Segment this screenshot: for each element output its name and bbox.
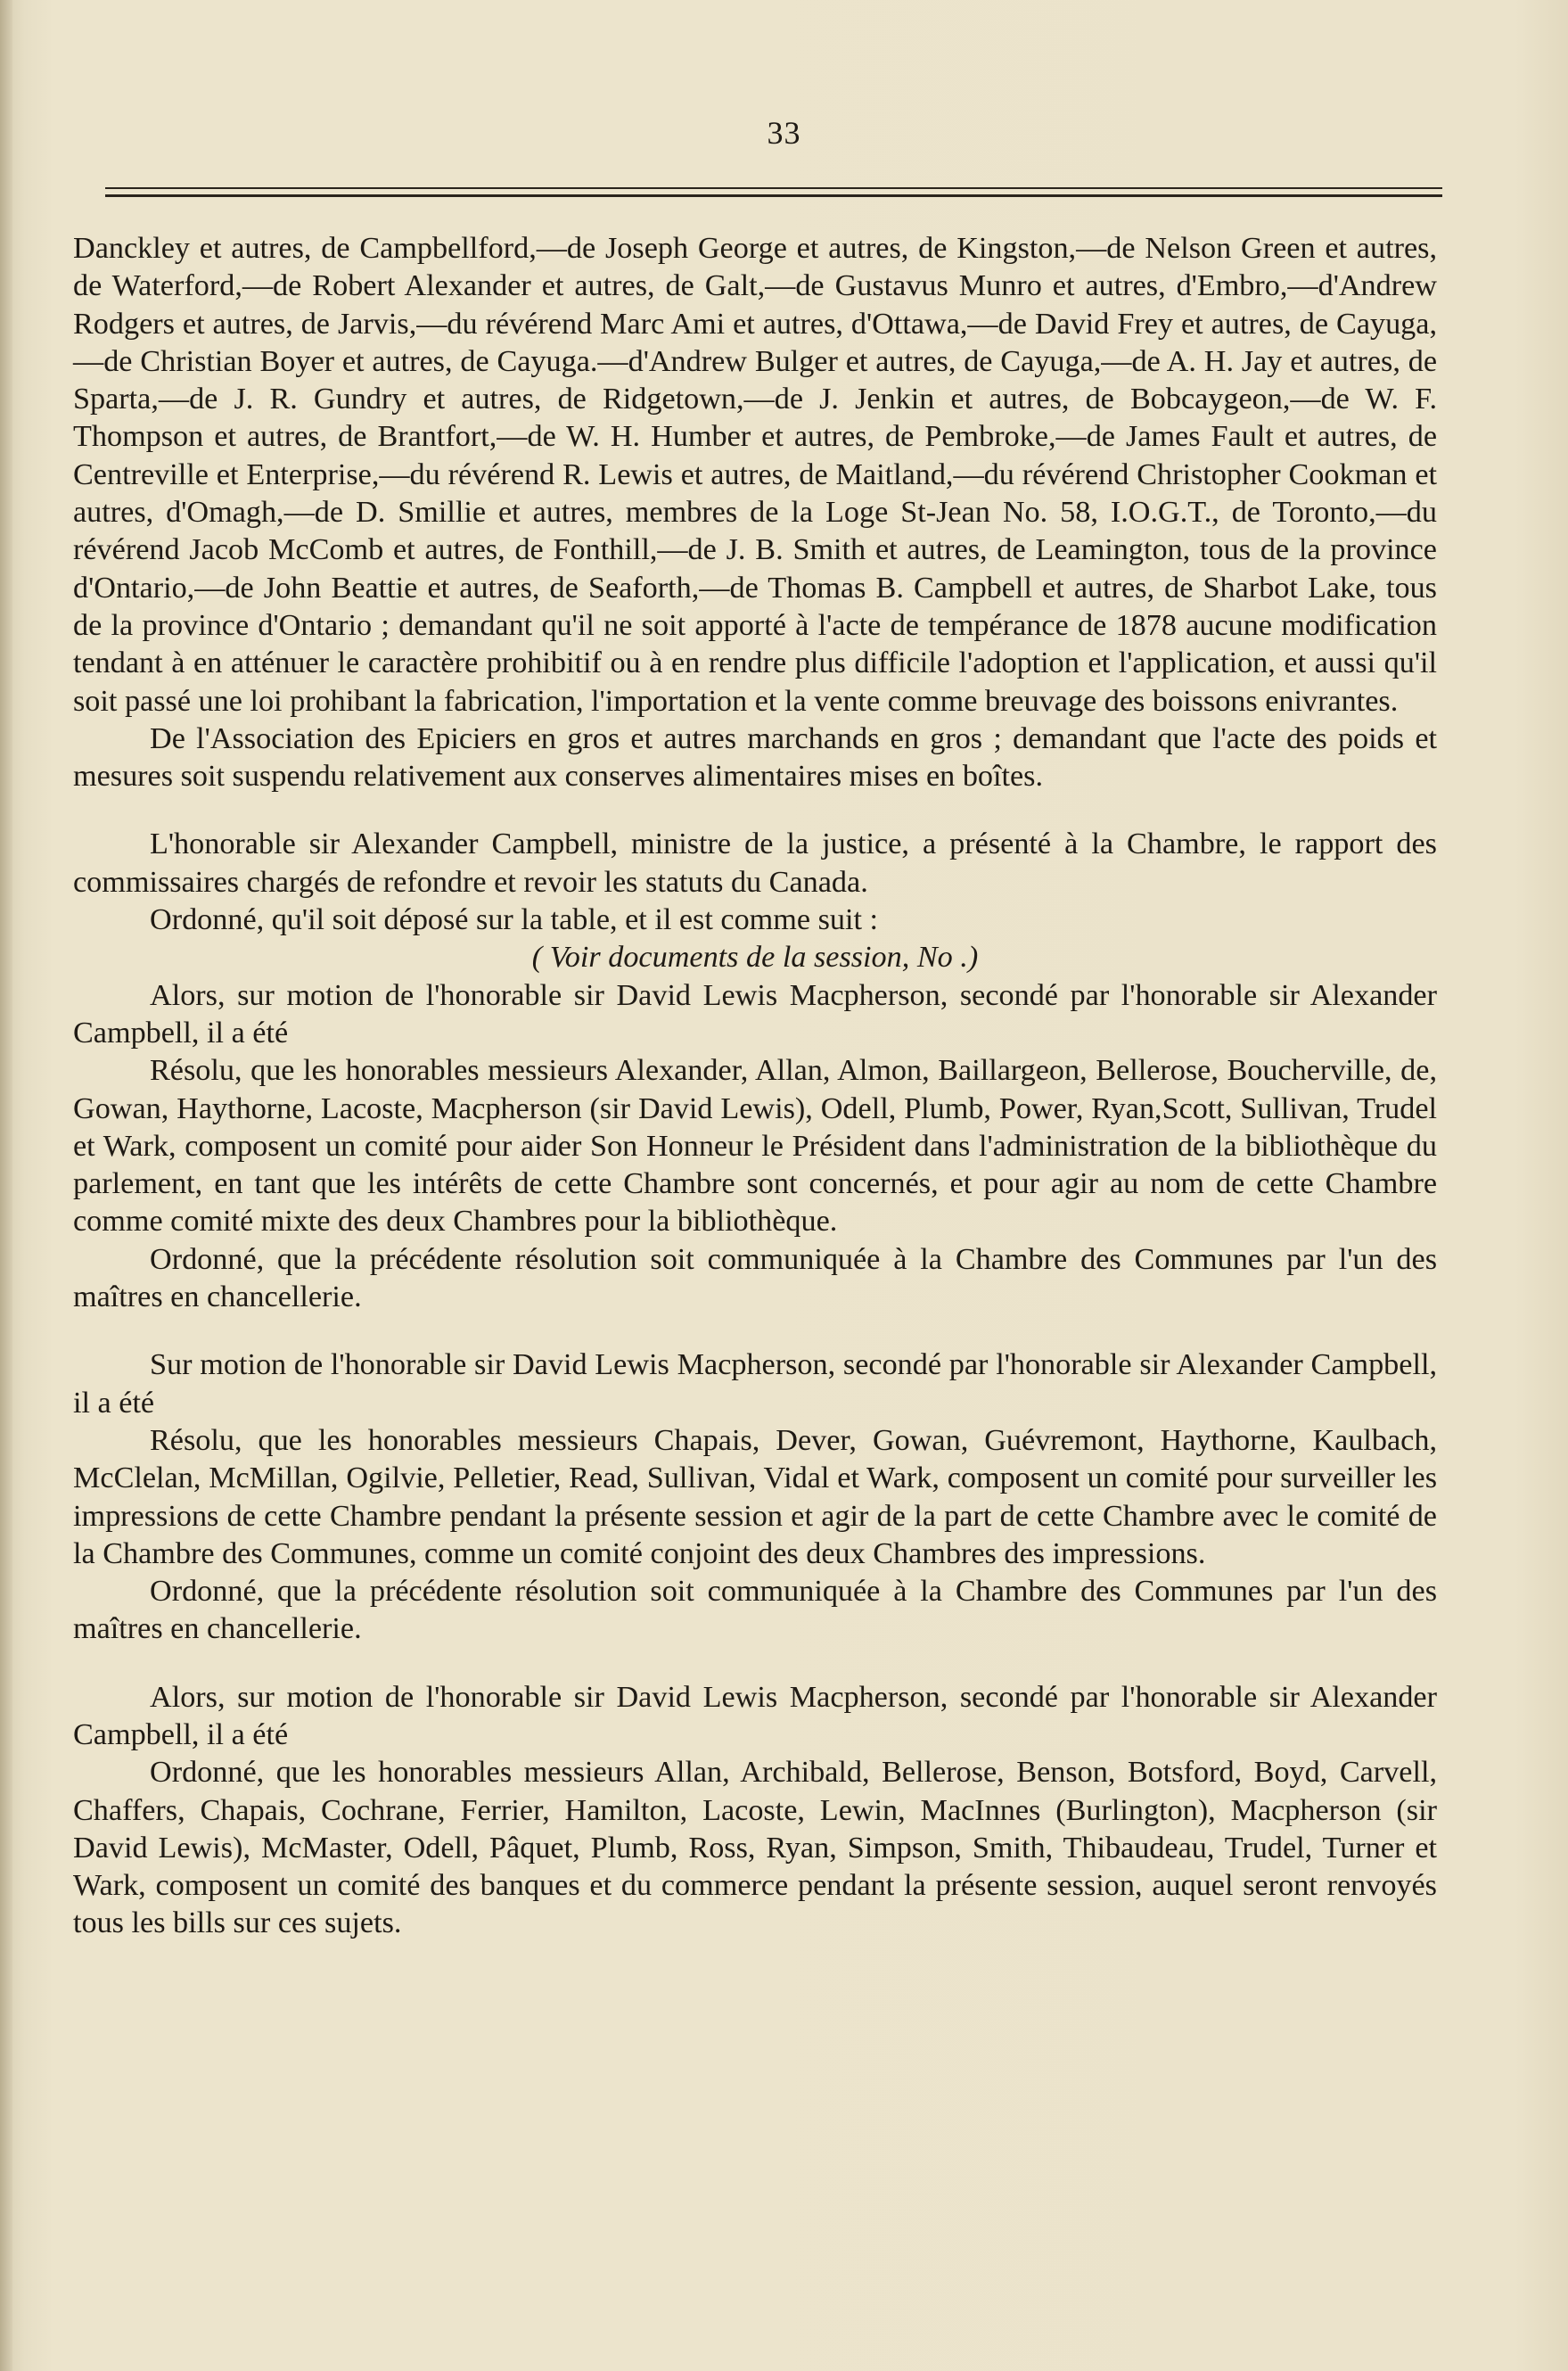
ordonne-depose-paragraph: Ordonné, qu'il soit déposé sur la table, et il est comme suit :	[150, 903, 879, 937]
motion-paragraph-1: Alors, sur motion de l'honorable sir David Lewis Macpherson, secondé par l'honorable sir Alexander Campbell, il a été	[73, 978, 1437, 1050]
rapport-commissaires-paragraph: L'honorable sir Alexander Campbell, ministre de la justice, a présenté à la Chambre, le rapport des commissaires chargés de refondre et revoir les statuts du Canada.	[73, 827, 1437, 899]
binding-edge	[0, 0, 12, 2371]
section-gap	[73, 1649, 1437, 1679]
ordonne-communique-paragraph-2: Ordonné, que la précédente résolution soit communiquée à la Chambre des Communes par l'un des maîtres en chancellerie.	[73, 1575, 1437, 1646]
resolution-impressions-paragraph: Résolu, que les honorables messieurs Chapais, Dever, Gowan, Guévremont, Haythorne, Kaulbach, McClelan, McMillan, Ogilvie, Pelletier, Read, Sullivan, Vidal et Wark, composent un comité pour surveiller les impressions de cette Chambre pendant la présente session et agir de la part de cette Chambre avec le comité de la Chambre des Communes, comme un comité conjoint des deux Chambres des impressions.	[73, 1423, 1437, 1570]
page-body	[73, 230, 1437, 1943]
page-number: 33	[767, 115, 801, 151]
ordonne-comite-banques-paragraph: Ordonné, que les honorables messieurs Allan, Archibald, Bellerose, Benson, Botsford, Boyd, Carvell, Chaffers, Chapais, Cochrane, Ferrier, Hamilton, Lacoste, Lewin, MacInnes (Burlington), Macpherson (sir David Lewis), McMaster, Odell, Pâquet, Plumb, Ross, Ryan, Simpson, Smith, Thibaudeau, Trudel, Turner et Wark, composent un comité des banques et du commerce pendant la présente session, auquel seront renvoyés tous les bills sur ces sujets.	[73, 1756, 1437, 1940]
resolution-bibliotheque-paragraph: Résolu, que les honorables messieurs Alexander, Allan, Almon, Baillargeon, Bellerose, Boucherville, de, Gowan, Haythorne, Lacoste, Macpherson (sir David Lewis), Odell, Plumb, Power, Ryan,Scott, Sullivan, Trudel et Wark, composent un comité pour aider Son Honneur le Président dans l'administration de la bibliothèque du parlement, en tant que les intérêts de cette Chambre sont concernés, et pour agir au nom de cette Chambre comme comité mixte des deux Chambres pour la bibliothèque.	[73, 1054, 1437, 1239]
header-rule-thin	[105, 187, 1442, 189]
section-gap	[73, 795, 1437, 826]
epiciers-petition-paragraph: De l'Association des Epiciers en gros et autres marchands en gros ; demandant que l'acte des poids et mesures soit suspendu relativement aux conserves alimentaires mises en boîtes.	[73, 721, 1437, 794]
petitions-paragraph: Danckley et autres, de Campbellford,—de Joseph George et autres, de Kingston,—de Nelson Green et autres, de Waterford,—de Robert Alexander et autres, de Galt,—de Gustavus Munro et autres, d'Embro,—d'Andrew Rodgers et autres, de Jarvis,—du révérend Marc Ami et autres, d'Ottawa,—de David Frey et autres, de Cayuga,—de Christian Boyer et autres, de Cayuga.—d'Andrew Bulger et autres, de Cayuga,—de A. H. Jay et autres, de Sparta,—de J. R. Gundry et autres, de Ridgetown,—de J. Jenkin et autres, de Bobcaygeon,—de W. F. Thompson et autres, de Brantfort,—de W. H. Humber et autres, de Pembroke,—de James Fault et autres, de Centreville et Enterprise,—du révérend R. Lewis et autres, de Maitland,—du révérend Christopher Cookman et autres, d'Omagh,—de D. Smillie et autres, membres de la Loge St-Jean No. 58, I.O.G.T., de Toronto,—du révérend Jacob McComb et autres, de Fonthill,—de J. B. Smith et autres, de Leamington, tous de la province d'Ontario,—de John Beattie et autres, de Seaforth,—de Thomas B. Campbell et autres, de Sharbot Lake, tous de la province d'Ontario ; demandant qu'il ne soit apporté à l'acte de tempérance de 1878 aucune modification tendant à en atténuer le caractère prohibitif ou à en rendre plus difficile l'adoption et l'application, et aussi qu'il soit passé une loi prohibant la fabrication, l'importation et la vente comme breuvage des boissons enivrantes.	[73, 232, 1437, 718]
voir-documents-note: ( Voir documents de la session, No .)	[531, 941, 979, 975]
section-gap	[73, 1316, 1437, 1346]
header-rule-thick	[105, 194, 1442, 197]
ordonne-communique-paragraph-1: Ordonné, que la précédente résolution soit communiquée à la Chambre des Communes par l'un des maîtres en chancellerie.	[73, 1242, 1437, 1314]
motion-paragraph-2: Sur motion de l'honorable sir David Lewis Macpherson, secondé par l'honorable sir Alexander Campbell, il a été	[73, 1348, 1437, 1420]
motion-paragraph-3: Alors, sur motion de l'honorable sir David Lewis Macpherson, secondé par l'honorable sir Alexander Campbell, il a été	[73, 1680, 1437, 1751]
